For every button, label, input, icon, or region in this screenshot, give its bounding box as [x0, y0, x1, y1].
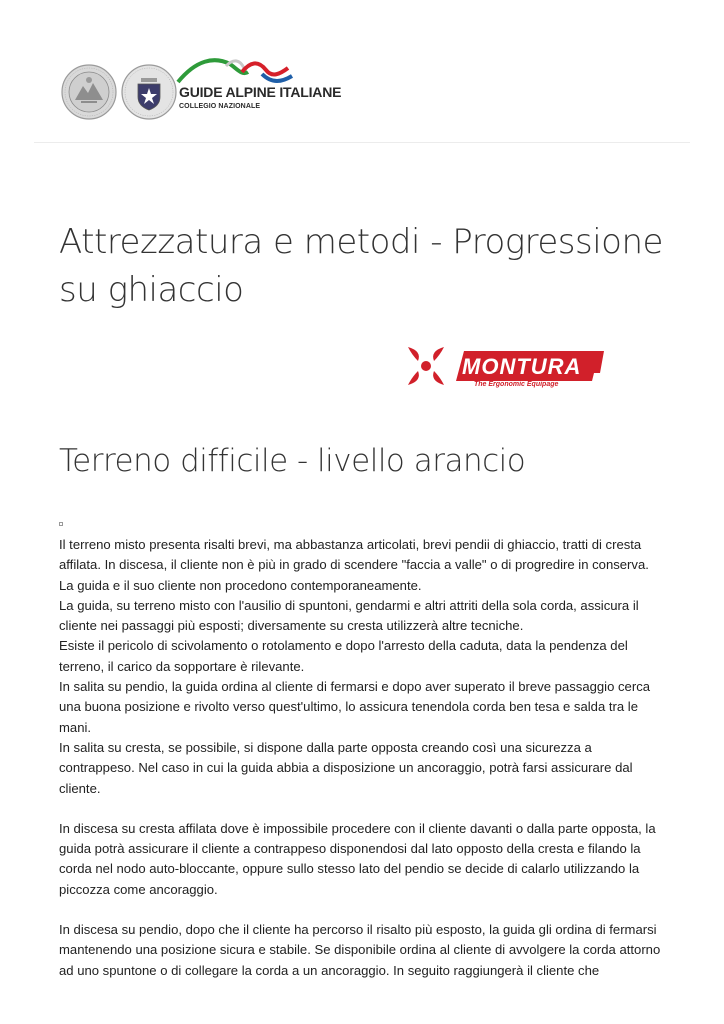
- body-line: Esiste il pericolo di scivolamento o rotolamento e dopo l'arresto della caduta, data la pendenza del terreno, il carico da sopportare è rilevante.: [59, 638, 628, 674]
- montura-sponsor-logo[interactable]: [404, 343, 610, 389]
- site-header: [0, 0, 724, 143]
- brand-subtitle: COLLEGIO NAZIONALE: [179, 103, 261, 110]
- header-divider: [34, 142, 690, 143]
- svg-text:MONTURA: MONTURA: [462, 354, 582, 379]
- tricolor-wave-icon: [176, 54, 296, 88]
- section-title: Terreno difficile - livello arancio: [59, 443, 526, 479]
- body-line: Il terreno misto presenta risalti brevi, ma abbastanza articolati, brevi pendii di ghiaccio, tratti di cresta affilata. In discesa, il cliente non è più in grado di scendere "faccia a valle" o di progredire in conserva.: [59, 537, 649, 573]
- body-paragraph: In discesa su pendio, dopo che il cliente ha percorso il risalto più esposto, la guida gli ordina di fermarsi mantenendo una posizione sicura e stabile. Se disponibile ordina al cliente di avvolgere la corda attorno ad uno spuntone o di collegare la corda a un ancoraggio. In seguito raggiungerà il cliente che: [59, 922, 661, 978]
- montura-tagline: The Ergonomic Equipage: [474, 381, 559, 388]
- body-line: La guida, su terreno misto con l'ausilio di spuntoni, gendarmi e altri attriti della sola corda, assicura il cliente nei passaggi più esposti; diversamente su cresta utilizzerà altre tecniche.: [59, 597, 639, 634]
- bullet-icon: [59, 522, 63, 526]
- montura-wordmark: [456, 351, 604, 381]
- article-body: [59, 535, 664, 981]
- body-line: La guida e il suo cliente non procedono contemporaneamente.: [59, 577, 422, 593]
- body-paragraph: In discesa su cresta affilata dove è impossibile procedere con il cliente davanti o dalla parte opposta, la guida potrà assicurare il cliente a contrappeso disponendosi dal lato opposto della cresta e filando la corda nel nodo auto-bloccante, oppure sullo stesso lato del pendio se decide di calarlo utilizzando la piccozza come ancoraggio.: [59, 820, 656, 897]
- body-line: In salita su pendio, la guida ordina al cliente di fermarsi e dopo aver superato il breve passaggio cerca una buona posizione e rivolto verso quest'ultimo, lo assicura tenendola corda ben tesa e salda tra le mani.: [59, 679, 651, 735]
- guide-alpine-seal-icon: [61, 64, 117, 120]
- brand-title: GUIDE ALPINE ITALIANE: [179, 84, 342, 100]
- page-title: Attrezzatura e metodi - Progressione su ghiaccio: [59, 222, 663, 310]
- body-line: In salita su cresta, se possibile, si dispone dalla parte opposta creando così una sicurezza a contrappeso. Nel caso in cui la guida abbia a disposizione un ancoraggio, potrà farsi assicurare dal cliente.: [59, 739, 633, 796]
- collegio-star-seal-icon: [121, 64, 177, 120]
